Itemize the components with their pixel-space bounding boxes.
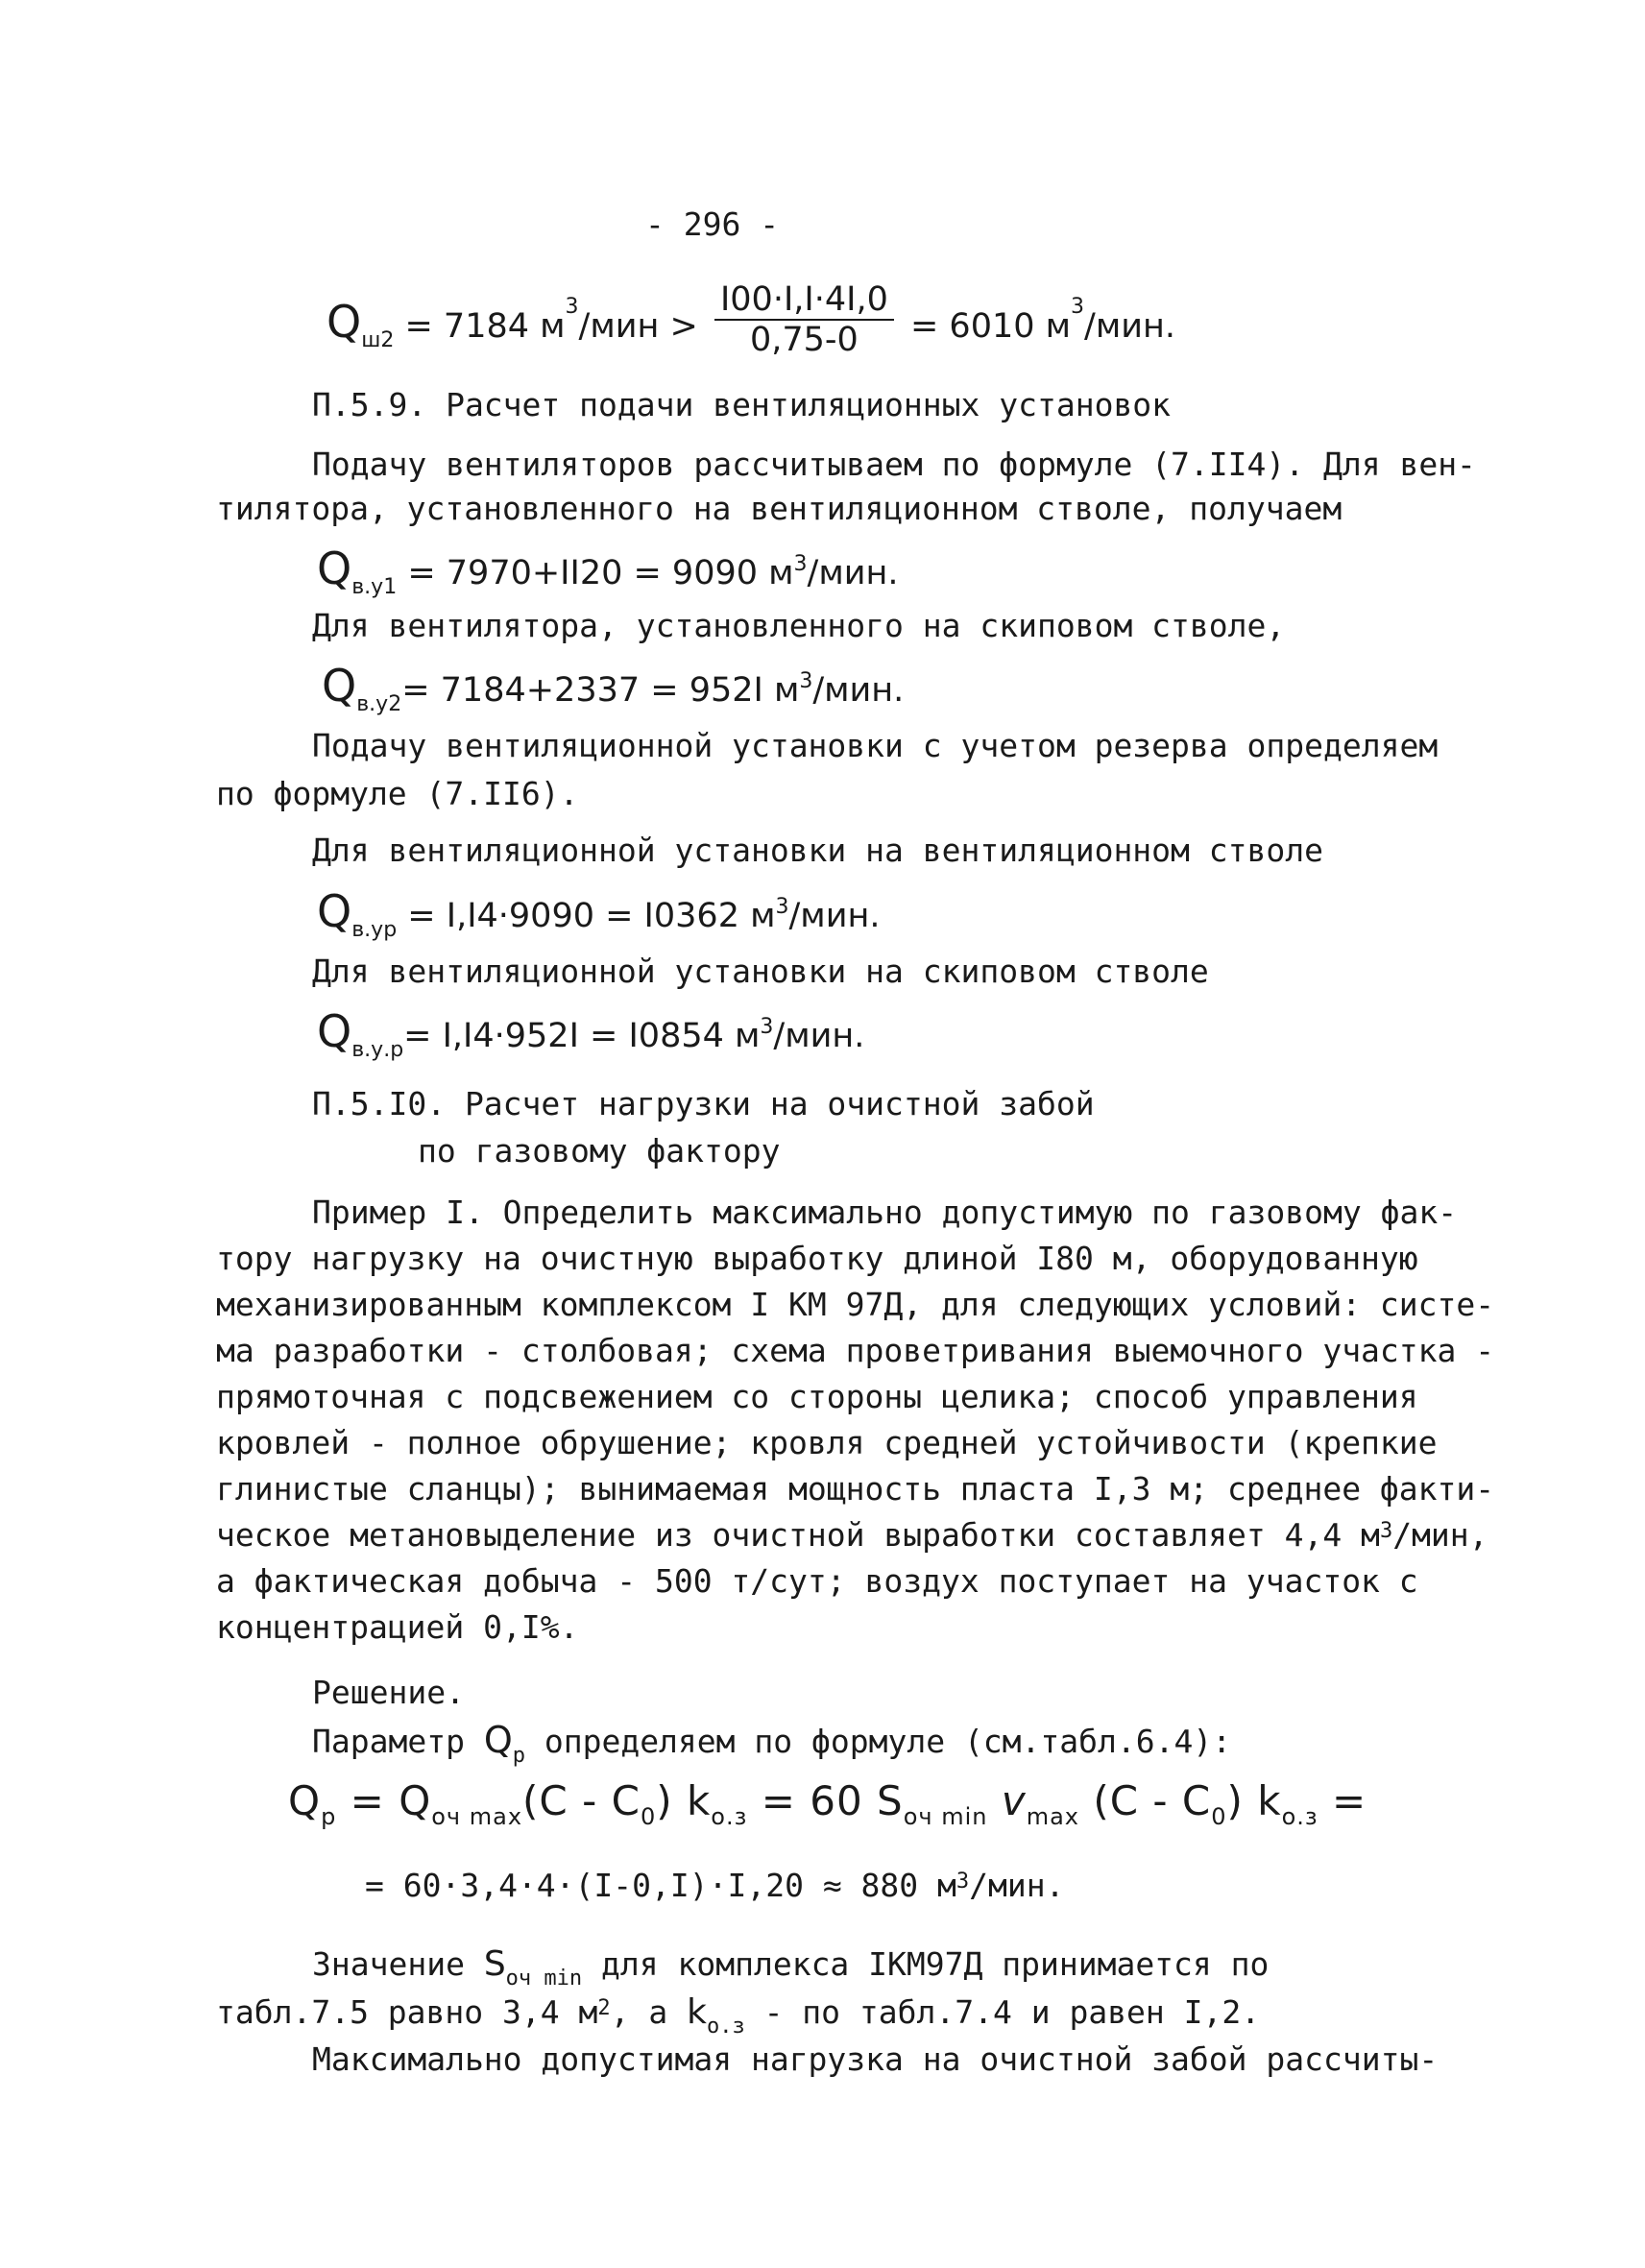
bigf-s5: оч min	[903, 1803, 988, 1830]
formula-expression: = I,I4·952I = I0854 м	[403, 1017, 761, 1055]
formula-unit: /мин.	[788, 897, 881, 935]
formula-symbol: Q	[317, 1005, 352, 1057]
parameter-text: Параметр	[312, 1723, 484, 1760]
parameter-symbol: Q	[483, 1719, 513, 1761]
formula-symbol: Q	[327, 296, 362, 348]
example-text: ческое метановыделение из очистной выработки составляет 4,4 м	[216, 1516, 1380, 1554]
formula-exponent: 3	[760, 1015, 774, 1039]
paragraph-line: тилятора, установленного на вентиляционном стволе, получаем	[216, 490, 1343, 527]
bigf-t2: = Q	[336, 1777, 432, 1824]
formula-qp	[288, 1778, 1367, 1830]
formula-subscript: ш2	[361, 328, 395, 352]
section-heading-5-10: П.5.I0. Расчет нагрузки на очистной забой	[312, 1085, 1095, 1122]
formula-exponent: 3	[793, 552, 808, 576]
formula-lhs: = 7184 м	[394, 307, 566, 346]
bigf-t1: Q	[288, 1777, 322, 1824]
value-subscript: оч min	[505, 1966, 583, 1991]
paragraph-line: Для вентиляционной установки на вентиляционном стволе	[312, 832, 1323, 869]
formula-subscript: в.у1	[351, 575, 398, 599]
bigf-t4: ) k	[656, 1777, 712, 1824]
formula-symbol: Q	[317, 885, 352, 937]
paragraph-line: по формуле (7.II6).	[216, 775, 579, 812]
formula-unit: /мин.	[807, 554, 899, 592]
bigf-t7: (C - C	[1078, 1777, 1212, 1824]
formula-expression: = 7970+II20 = 9090 м	[397, 554, 794, 592]
value-subscript-k: о.з	[706, 2015, 745, 2039]
parameter-line	[312, 1719, 1231, 1768]
bigf-t3: (C - C	[522, 1777, 641, 1824]
paragraph-line: Для вентилятора, установленного на скиповом стволе,	[312, 607, 1286, 644]
example-unit: /мин,	[1392, 1516, 1488, 1554]
formula-subscript: в.у2	[356, 692, 402, 716]
value-text: табл.7.5 равно 3,4 м	[216, 1993, 598, 2031]
value-line-1	[312, 1943, 1269, 1991]
example-line: глинистые сланцы); вынимаемая мощность пласта I,3 м; среднее факти-	[216, 1470, 1495, 1508]
formula-unit: /мин.	[773, 1017, 865, 1055]
example-line: концентрацией 0,I%.	[216, 1608, 579, 1646]
formula-q-sh2	[327, 280, 1175, 367]
formula-unit-compare: /мин >	[578, 307, 698, 346]
formula-expression: = I,I4·9090 = I0362 м	[397, 897, 776, 935]
calc-unit: /мин.	[969, 1867, 1065, 1904]
bigf-t9: =	[1318, 1777, 1367, 1824]
formula-exponent: 3	[775, 895, 789, 919]
last-line: Максимально допустимая нагрузка на очистной забой рассчиты-	[312, 2040, 1439, 2078]
example-line: механизированным комплексом I КМ 97Д, для следующих условий: систе-	[216, 1286, 1495, 1323]
value-exponent: 2	[597, 1996, 611, 2020]
formula-q-vur	[317, 885, 881, 944]
calc-line	[365, 1865, 1065, 1907]
formula-unit: /мин.	[812, 671, 905, 710]
parameter-subscript: р	[512, 1744, 525, 1768]
bigf-s8: о.з	[1281, 1803, 1318, 1830]
bigf-s1: р	[321, 1803, 337, 1830]
formula-expression: = 7184+2337 = 952I м	[401, 671, 800, 710]
bigf-s6: max	[1026, 1803, 1079, 1830]
bigf-s4: о.з	[711, 1803, 748, 1830]
formula-exponent: 3	[799, 669, 813, 693]
bigf-t6: v	[987, 1777, 1027, 1824]
example-line: Пример I. Определить максимально допустимую по газовому фак-	[312, 1194, 1458, 1231]
calc-exponent: 3	[956, 1870, 970, 1894]
example-line: а фактическая добыча - 500 т/сут; воздух поступает на участок с	[216, 1562, 1418, 1600]
bigf-s2: оч max	[431, 1803, 523, 1830]
formula-symbol: Q	[322, 660, 357, 712]
section-heading-5-10-cont: по газовому фактору	[418, 1132, 781, 1170]
example-exponent: 3	[1379, 1519, 1393, 1543]
formula-rhs: = 6010 м	[909, 307, 1072, 346]
section-heading-5-9: П.5.9. Расчет подачи вентиляционных установок	[312, 386, 1172, 423]
bigf-t8: ) k	[1226, 1777, 1282, 1824]
value-text-after: для комплекса IКМ97Д принимается по	[582, 1945, 1270, 1983]
page-number: - 296 -	[645, 205, 780, 243]
formula-fraction	[714, 280, 894, 359]
fraction-denominator: 0,75-0	[749, 321, 859, 359]
solution-label: Решение.	[312, 1674, 465, 1711]
example-line	[216, 1514, 1488, 1556]
formula-q-vu-r	[317, 1005, 865, 1064]
paragraph-line: Подачу вентиляционной установки с учетом резерва определяем	[312, 727, 1439, 764]
value-text-mid: , а	[610, 1993, 688, 2031]
paragraph-line: Для вентиляционной установки на скиповом стволе	[312, 953, 1209, 990]
formula-exponent-2: 3	[1071, 295, 1085, 319]
value-symbol: S	[483, 1944, 506, 1984]
formula-subscript: в.у.р	[351, 1038, 404, 1062]
parameter-text-after: определяем по формуле (см.табл.6.4):	[524, 1723, 1232, 1760]
example-line: прямоточная с подсвежением со стороны целика; способ управления	[216, 1378, 1418, 1415]
formula-q-vu1	[317, 545, 899, 601]
value-text: Значение	[312, 1945, 484, 1983]
example-line: ма разработки - столбовая; схема проветривания выемочного участка -	[216, 1332, 1495, 1369]
bigf-s3: 0	[640, 1803, 657, 1830]
formula-symbol: Q	[317, 543, 352, 594]
example-line: тору нагрузку на очистную выработку длиной I80 м, оборудованную	[216, 1240, 1418, 1277]
example-line: кровлей - полное обрушение; кровля средней устойчивости (крепкие	[216, 1424, 1438, 1461]
formula-q-vu2	[322, 660, 905, 718]
formula-subscript: в.ур	[351, 918, 398, 942]
formula-exponent: 3	[565, 295, 579, 319]
calc-text: = 60·3,4·4·(I-0,I)·I,20 ≈ 880 м	[365, 1867, 956, 1904]
value-symbol-k: k	[687, 1992, 707, 2032]
value-line-2	[216, 1991, 1260, 2039]
formula-unit-end: /мин.	[1084, 307, 1175, 346]
bigf-s7: 0	[1211, 1803, 1227, 1830]
paragraph-line: Подачу вентиляторов рассчитываем по формуле (7.II4). Для вен-	[312, 446, 1476, 483]
bigf-t5: = 60 S	[747, 1777, 904, 1824]
fraction-numerator: I00·I,I·4I,0	[714, 280, 894, 321]
value-text-end: - по табл.7.4 и равен I,2.	[744, 1993, 1261, 2031]
